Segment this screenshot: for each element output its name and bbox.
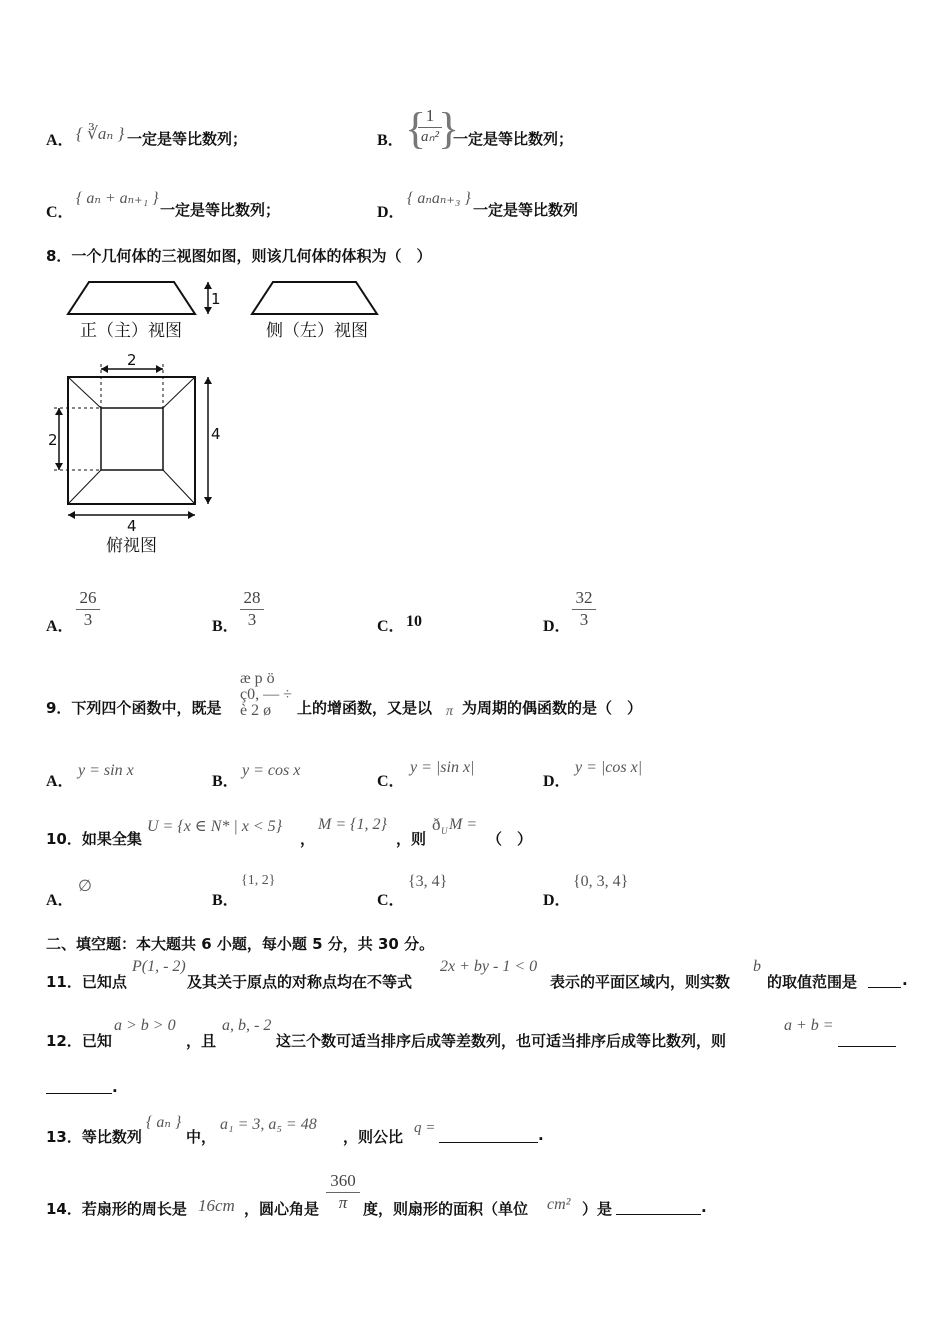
q8-option-a-fraction <box>76 588 100 629</box>
top-view-label: 俯视图 <box>106 536 157 556</box>
q12-stem-part2: ，且 <box>186 1032 217 1050</box>
q10-comma: ， <box>300 830 316 848</box>
q7-option-c-formula: { aₙ + aₙ₊₁ } <box>76 190 159 207</box>
side-view-label: 侧（左）视图 <box>266 321 368 341</box>
q7-option-b-brace-left: { <box>405 104 427 153</box>
arrow-up <box>204 282 212 289</box>
q7-option-c[interactable] <box>46 199 74 222</box>
q10-option-d-formula: {0, 3, 4} <box>573 873 629 890</box>
q11-stem-part4: 的取值范围是 <box>767 973 858 991</box>
q9-period: π <box>446 704 454 719</box>
q10-set-m: M = {1, 2} <box>318 816 387 833</box>
q13-stem-part3: ，则公比 <box>343 1128 404 1146</box>
q8-three-views-figure <box>40 272 400 562</box>
arrow-right <box>156 365 163 373</box>
top-view-diagonal <box>68 470 101 504</box>
fraction-numerator: 32 <box>575 588 593 607</box>
q11-point: P(1, - 2) <box>132 958 186 975</box>
arrow-down <box>55 463 63 470</box>
q11-answer-blank[interactable] <box>868 987 901 988</box>
fraction-numerator: 1 <box>425 106 435 125</box>
q14-perimeter: 16cm <box>198 1196 235 1215</box>
q7-option-d-text: 一定是等比数列 <box>473 201 579 219</box>
q14-stem-part4: ）是 <box>582 1200 613 1218</box>
arrow-left <box>68 511 75 519</box>
arrow-up <box>55 408 63 415</box>
outer-bottom-dimension-label: 4 <box>127 517 137 535</box>
q13-end: . <box>538 1126 544 1144</box>
q13-stem-part1: 13．等比数列 <box>46 1128 142 1146</box>
q9-option-a-formula: y = sin x <box>78 762 134 779</box>
q9-stem-part1: 9．下列四个函数中，既是 <box>46 699 222 717</box>
q9-option-b[interactable]: B． <box>212 773 239 790</box>
q7-option-b-brace-right: } <box>438 104 460 153</box>
q9-interval-top: æ p ö <box>240 670 275 687</box>
q9-option-d-formula: y = |cos x| <box>575 759 643 776</box>
fraction-denominator: 3 <box>579 610 589 629</box>
q12-condition: a > b > 0 <box>114 1017 176 1034</box>
q11-end: . <box>902 971 908 989</box>
q10-complement-m: M = <box>449 816 478 833</box>
fraction-denominator: aₙ² <box>421 129 439 145</box>
fraction-numerator: 28 <box>243 588 261 607</box>
q9-stem-part3: 为周期的偶函数的是（ ） <box>462 699 643 717</box>
q12-stem-part1: 12．已知 <box>46 1032 112 1050</box>
front-view-label: 正（主）视图 <box>80 321 182 341</box>
q14-answer-blank[interactable] <box>616 1214 701 1215</box>
top-view-diagonal <box>68 377 101 408</box>
q8-option-b[interactable]: B． <box>212 618 239 635</box>
q10-option-a[interactable]: A． <box>46 892 74 909</box>
q9-interval-mid: ç0, ― ÷ <box>240 686 292 703</box>
fraction-numerator: 360 <box>330 1171 356 1190</box>
q7-option-d[interactable] <box>377 199 405 222</box>
q9-option-c[interactable]: C． <box>377 773 405 790</box>
q7-option-a-formula: { ∛aₙ } <box>76 124 125 143</box>
option-label: A． <box>46 132 74 149</box>
q13-sequence: { aₙ } <box>146 1114 182 1131</box>
q14-unit: cm² <box>547 1196 571 1213</box>
q10-stem-part2: ，则 <box>396 830 427 848</box>
q7-option-c-text: 一定是等比数列； <box>160 201 281 219</box>
q10-option-b-formula: {1, 2} <box>241 873 276 888</box>
q14-angle-fraction <box>326 1171 360 1212</box>
arrow-down <box>204 307 212 314</box>
top-view-diagonal <box>163 470 195 504</box>
q14-stem-part3: 度，则扇形的面积（单位 <box>363 1200 529 1218</box>
q14-stem-part2: ，圆心角是 <box>244 1200 320 1218</box>
q10-stem-part3: （ ） <box>487 830 533 848</box>
q11-stem-part1: 11．已知点 <box>46 973 127 991</box>
q12-stem-part3: 这三个数可适当排序后成等差数列，也可适当排序后成等比数列，则 <box>276 1032 727 1050</box>
q11-stem-part2: 及其关于原点的对称点均在不等式 <box>187 973 413 991</box>
q8-option-d-fraction <box>572 588 596 629</box>
q14-stem-part1: 14．若扇形的周长是 <box>46 1200 187 1218</box>
q9-option-c-formula: y = |sin x| <box>410 759 475 776</box>
q10-set-u: U = {x ∈ N* | x < 5} <box>147 818 283 835</box>
option-label: C． <box>46 204 74 221</box>
q12-end: . <box>112 1078 118 1096</box>
q9-option-b-formula: y = cos x <box>242 762 301 779</box>
section-heading: 二、填空题：本大题共 6 小题，每小题 5 分，共 30 分。 <box>46 935 435 953</box>
q7-option-a-text: 一定是等比数列； <box>127 130 248 148</box>
q8-option-c-value: 10 <box>406 613 422 630</box>
q11-stem-part3: 表示的平面区域内，则实数 <box>550 973 731 991</box>
q10-option-a-formula: ∅ <box>78 878 92 895</box>
q7-option-b-text: 一定是等比数列； <box>453 130 574 148</box>
front-view-trapezoid <box>68 282 195 314</box>
q8-option-c[interactable]: C． <box>377 618 405 635</box>
q10-option-b[interactable]: B． <box>212 892 239 909</box>
option-label: B． <box>377 132 404 149</box>
q13-given: a₁ = 3, a₅ = 48 <box>220 1116 317 1133</box>
q10-complement-symbol: ð <box>432 815 441 834</box>
q10-stem-part1: 10．如果全集 <box>46 830 142 848</box>
arrow-left <box>101 365 108 373</box>
arrow-down <box>204 497 212 504</box>
q7-option-d-formula: { aₙaₙ₊₃ } <box>407 190 471 207</box>
q12-answer-blank-2[interactable] <box>46 1093 112 1094</box>
arrow-up <box>204 377 212 384</box>
q9-stem-part2: 上的增函数，又是以 <box>297 699 433 717</box>
inner-left-dimension-label: 2 <box>48 431 58 449</box>
q12-answer-blank-1[interactable] <box>838 1046 896 1047</box>
q13-stem-part2: 中， <box>186 1128 217 1146</box>
top-view-diagonal <box>163 377 195 408</box>
q9-interval-bot: è 2 ø <box>240 702 272 719</box>
fraction-denominator: 3 <box>247 610 257 629</box>
q8-option-a[interactable]: A． <box>46 618 74 635</box>
q8-stem: 8．一个几何体的三视图如图，则该几何体的体积为（ ） <box>46 247 432 265</box>
top-view-inner-square <box>101 408 163 470</box>
q10-complement-sub: U <box>441 826 448 836</box>
q7-option-a[interactable] <box>46 127 74 150</box>
q7-option-b[interactable] <box>377 127 404 150</box>
fraction-denominator: π <box>338 1193 348 1212</box>
q8-option-d[interactable]: D． <box>543 618 571 635</box>
q14-end: . <box>701 1198 707 1216</box>
q10-option-d[interactable]: D． <box>543 892 571 909</box>
q10-option-c[interactable]: C． <box>377 892 405 909</box>
q12-numbers: a, b, - 2 <box>222 1017 272 1034</box>
outer-right-dimension-label: 4 <box>211 425 221 443</box>
fraction-numerator: 26 <box>79 588 97 607</box>
q10-option-c-formula: {3, 4} <box>408 873 448 890</box>
q9-option-d[interactable]: D． <box>543 773 571 790</box>
fraction-denominator: 3 <box>83 610 93 629</box>
q11-inequality: 2x + by - 1 < 0 <box>440 958 538 975</box>
height-dimension-label: 1 <box>211 290 221 308</box>
q13-answer-blank[interactable] <box>439 1142 538 1143</box>
option-label: D． <box>377 204 405 221</box>
side-view-trapezoid <box>252 282 377 314</box>
q11-var-b: b <box>753 958 761 975</box>
inner-top-dimension-label: 2 <box>127 351 137 369</box>
q8-option-b-fraction <box>240 588 264 629</box>
q12-expression: a + b = <box>784 1017 834 1034</box>
q9-option-a[interactable]: A． <box>46 773 74 790</box>
q13-q: q = <box>414 1120 436 1136</box>
arrow-right <box>188 511 195 519</box>
